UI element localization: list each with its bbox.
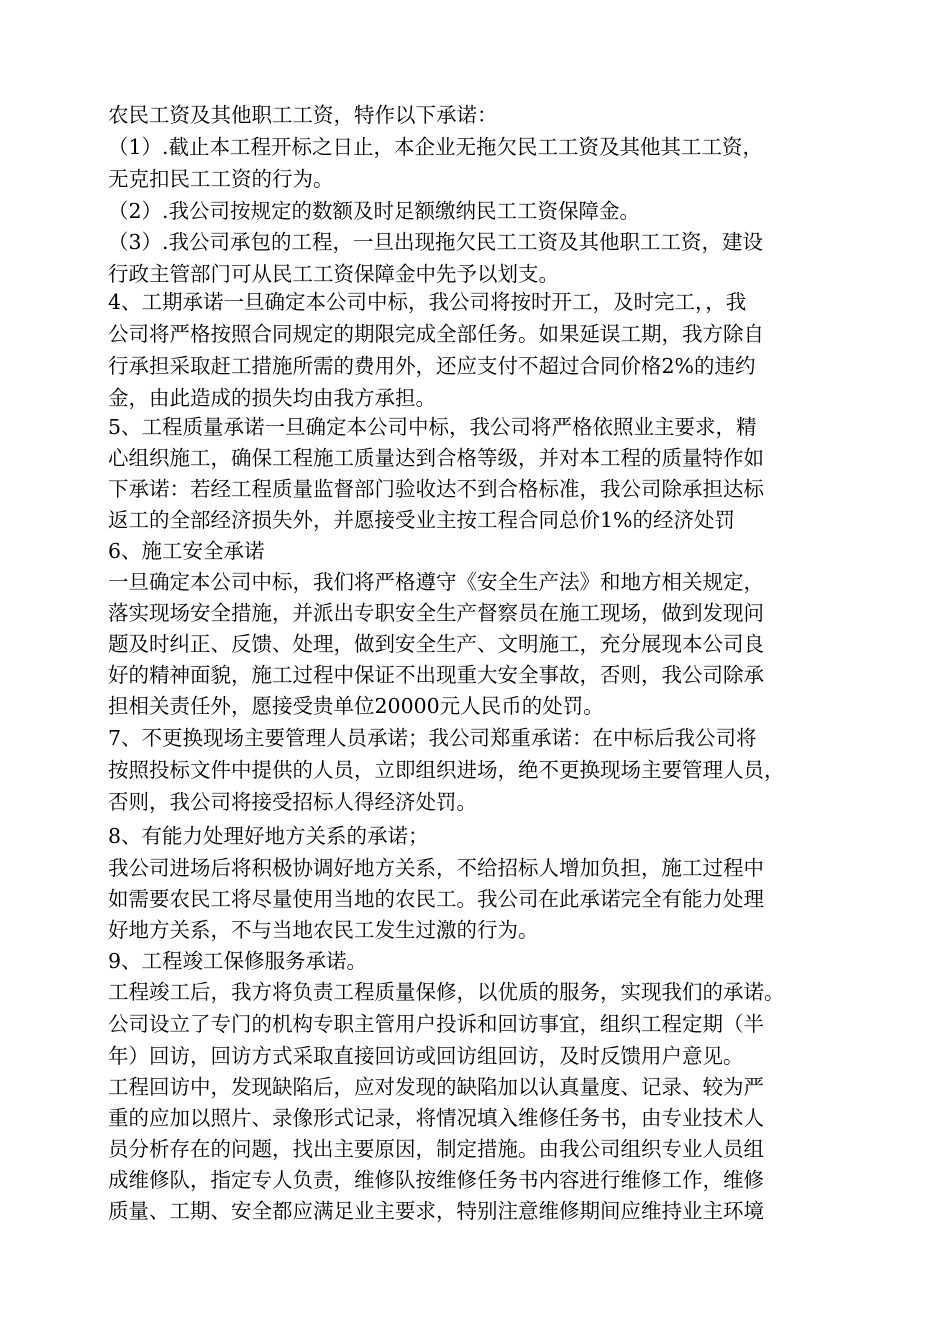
text-line: 无克扣民工工资的行为。: [108, 167, 334, 191]
text-line: 员分析存在的问题，找出主要原因，制定措施。由我公司组织专业人员组: [108, 1137, 764, 1161]
text-line: 好的精神面貌，施工过程中保证不出现重大安全事故，否则，我公司除承: [108, 663, 764, 687]
text-line: 工程回访中，发现缺陷后，应对发现的缺陷加以认真量度、记录、较为严: [108, 1075, 764, 1099]
text-line: 行承担采取赶工措施所需的费用外，还应支付不超过合同价格2%的违约: [108, 354, 756, 378]
text-line: 公司设立了专门的机构专职主管用户投诉和回访事宜，组织工程定期（半: [108, 1012, 764, 1036]
text-line: 一旦确定本公司中标，我们将严格遵守《安全生产法》和地方相关规定，: [108, 570, 764, 594]
text-line: 年）回访，回访方式采取直接回访或回访组回访，及时反馈用户意见。: [108, 1044, 744, 1068]
text-line: 7、不更换现场主要管理人员承诺；我公司郑重承诺：在中标后我公司将: [108, 726, 757, 750]
text-line: 心组织施工，确保工程施工质量达到合格等级，并对本工程的质量特作如: [108, 446, 764, 470]
text-line: 金，由此造成的损失均由我方承担。: [108, 386, 436, 410]
text-line: 下承诺：若经工程质量监督部门验收达不到合格标准，我公司除承担达标: [108, 477, 764, 501]
text-line: 工程竣工后，我方将负责工程质量保修，以优质的服务，实现我们的承诺。: [108, 980, 785, 1004]
text-line: 6、施工安全承诺: [108, 539, 265, 563]
text-line: 4、工期承诺一旦确定本公司中标，我公司将按时开工，及时完工，，我: [108, 290, 747, 314]
text-line: （3）.我公司承包的工程，一旦出现拖欠民工工资及其他职工工资，建设: [108, 230, 764, 254]
text-line: 落实现场安全措施，并派出专职安全生产督察员在施工现场，做到发现问: [108, 601, 764, 625]
text-line: 担相关责任外，愿接受贵单位20000元人民币的处罚。: [108, 694, 604, 718]
text-line: 8、有能力处理好地方关系的承诺；: [108, 824, 429, 848]
text-line: 按照投标文件中提供的人员，立即组织进场，绝不更换现场主要管理人员，: [108, 758, 785, 782]
text-line: 5、工程质量承诺一旦确定本公司中标，我公司将严格依照业主要求，精: [108, 415, 757, 439]
text-line: 农民工资及其他职工工资，特作以下承诺：: [108, 103, 498, 127]
text-line: 公司将严格按照合同规定的期限完成全部任务。如果延误工期，我方除自: [108, 322, 764, 346]
text-line: （2）.我公司按规定的数额及时足额缴纳民工工资保障金。: [108, 199, 641, 223]
text-line: 好地方关系，不与当地农民工发生过激的行为。: [108, 918, 539, 942]
text-line: 质量、工期、安全都应满足业主要求，特别注意维修期间应维持业主环境: [108, 1199, 764, 1223]
text-line: 9、工程竣工保修服务承诺。: [108, 949, 368, 973]
text-line: 成维修队，指定专人负责，维修队按维修任务书内容进行维修工作，维修: [108, 1168, 764, 1192]
text-line: 返工的全部经济损失外，并愿接受业主按工程合同总价1%的经济处罚: [108, 508, 736, 532]
text-line: 重的应加以照片、录像形式记录，将情况填入维修任务书，由专业技术人: [108, 1106, 764, 1130]
text-line: 我公司进场后将积极协调好地方关系，不给招标人增加负担，施工过程中: [108, 856, 764, 880]
text-line: 否则，我公司将接受招标人得经济处罚。: [108, 790, 477, 814]
text-line: 如需要农民工将尽量使用当地的农民工。我公司在此承诺完全有能力处理: [108, 887, 764, 911]
text-line: 题及时纠正、反馈、处理，做到安全生产、文明施工，充分展现本公司良: [108, 632, 764, 656]
text-line: （1）.截止本工程开标之日止，本企业无拖欠民工工资及其他其工工资，: [108, 135, 764, 159]
text-line: 行政主管部门可从民工工资保障金中先予以划支。: [108, 262, 559, 286]
